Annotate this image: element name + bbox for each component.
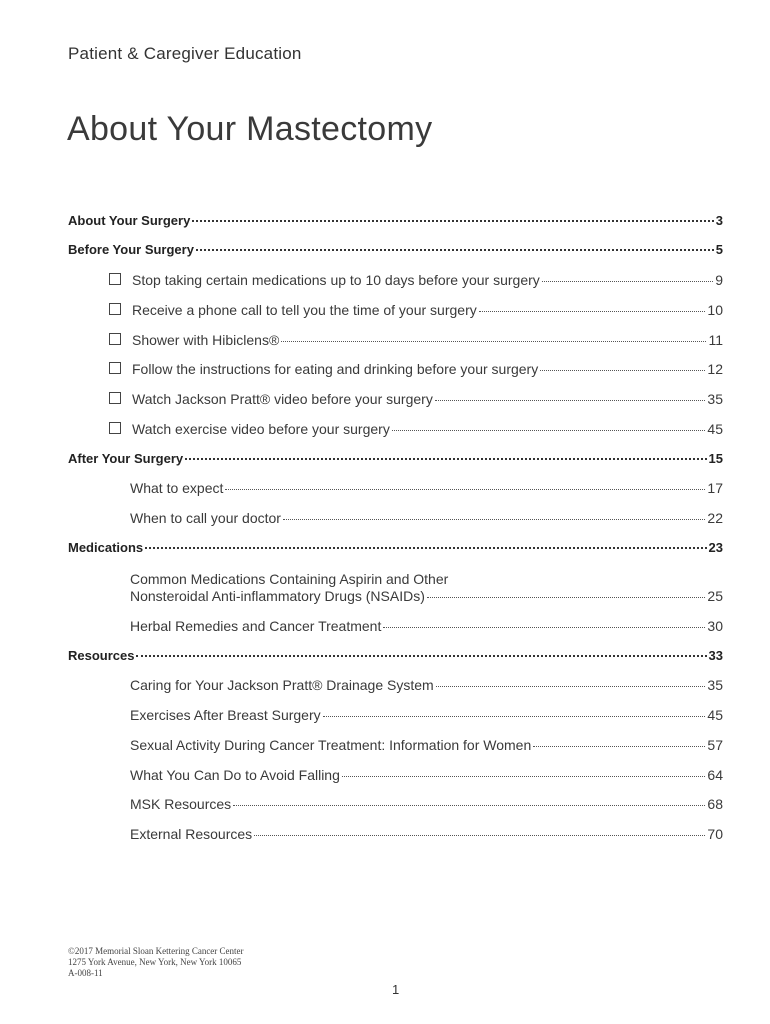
checkbox-icon[interactable] [109,422,121,434]
toc-page: 3 [715,213,723,228]
toc-page: 68 [707,796,723,812]
toc-label: Watch exercise video before your surgery [132,421,390,437]
checkbox-icon[interactable] [109,303,121,315]
leader-dots [233,805,705,806]
toc-entry-jackson-pratt-video[interactable] [130,391,723,407]
toc-label: Herbal Remedies and Cancer Treatment [130,618,382,634]
toc-entry-call-your-doctor[interactable] [130,510,723,526]
toc-label: What to expect [130,480,224,496]
toc-page: 64 [707,767,723,783]
checkbox-icon[interactable] [109,273,121,285]
toc-label: Receive a phone call to tell you the time of your surgery [132,302,477,318]
toc-label: Follow the instructions for eating and drinking before your surgery [132,361,539,377]
toc-label: Resources [68,648,135,663]
toc-entry-sexual-activity[interactable] [130,737,723,753]
page-title: About Your Mastectomy [67,110,433,148]
toc-page: 70 [707,826,723,842]
toc-entry-eating-drinking[interactable] [130,361,723,377]
copyright-text: ©2017 Memorial Sloan Kettering Cancer Center [68,946,244,956]
toc-page: 5 [715,242,723,257]
toc-page: 17 [707,480,723,496]
toc-page: 11 [708,332,723,348]
toc-entry-herbal-remedies[interactable] [130,618,723,634]
toc-label: What You Can Do to Avoid Falling [130,767,340,783]
leader-dots [540,370,705,371]
leader-dots [323,716,706,717]
toc-label: Sexual Activity During Cancer Treatment: Information for Women [130,737,532,753]
toc-entry-stop-medications[interactable] [130,272,723,288]
leader-dots [533,746,705,747]
toc-label: Medications [68,540,144,555]
toc-label: Nonsteroidal Anti-inflammatory Drugs (NSAIDs) [130,588,425,604]
page-number: 1 [392,982,400,997]
leader-dots [342,776,706,777]
leader-dots [136,655,706,657]
leader-dots [281,341,706,342]
toc-label: Stop taking certain medications up to 10 days before your surgery [132,272,540,288]
toc-entry-after-your-surgery[interactable] [68,451,723,466]
toc-entry-before-your-surgery[interactable] [68,242,723,257]
toc-page: 15 [708,451,723,466]
leader-dots [254,835,705,836]
toc-label: External Resources [130,826,253,842]
toc-entry-avoid-falling[interactable] [130,767,723,783]
toc-label: Exercises After Breast Surgery [130,707,321,723]
toc-page: 9 [715,272,723,288]
toc-entry-msk-resources[interactable] [130,796,723,812]
toc-label: About Your Surgery [68,213,191,228]
toc-label: Caring for Your Jackson Pratt® Drainage System [130,677,434,693]
toc-entry-exercises[interactable] [130,707,723,723]
toc-page: 45 [707,707,723,723]
toc-entry-about-your-surgery[interactable] [68,213,723,228]
toc-label: Before Your Surgery [68,242,194,257]
toc-label: MSK Resources [130,796,232,812]
toc-label-line1: Common Medications Containing Aspirin and Other [130,571,449,587]
leader-dots [383,627,705,628]
toc-page: 35 [707,391,723,407]
leader-dots [427,597,706,598]
toc-page: 10 [707,302,723,318]
page-kicker: Patient & Caregiver Education [68,44,302,63]
toc-entry-nsaids[interactable] [130,570,723,604]
checkbox-icon[interactable] [109,392,121,404]
leader-dots [542,281,713,282]
toc-page: 45 [707,421,723,437]
toc-page: 12 [707,361,723,377]
leader-dots [145,547,706,549]
toc-entry-exercise-video[interactable] [130,421,723,437]
toc-entry-phone-call[interactable] [130,302,723,318]
address-text: 1275 York Avenue, New York, New York 10065 [68,957,242,967]
page-footer [68,946,244,979]
toc-label: After Your Surgery [68,451,184,466]
toc-entry-external-resources[interactable] [130,826,723,842]
toc-entry-medications[interactable] [68,540,723,555]
checkbox-icon[interactable] [109,333,121,345]
toc-page: 35 [707,677,723,693]
document-code: A-008-11 [68,968,103,978]
toc-label: When to call your doctor [130,510,281,526]
toc-page: 57 [707,737,723,753]
toc-label: Shower with Hibiclens® [132,332,280,348]
toc-entry-hibiclens[interactable] [130,332,723,348]
toc-page: 30 [707,618,723,634]
leader-dots [435,400,706,401]
toc-page: 25 [707,588,723,604]
leader-dots [192,220,713,222]
leader-dots [185,458,706,460]
toc-page: 33 [708,648,723,663]
toc-entry-drainage-system[interactable] [130,677,723,693]
toc-page: 22 [707,510,723,526]
leader-dots [479,311,706,312]
leader-dots [225,489,705,490]
toc-label: Watch Jackson Pratt® video before your surgery [132,391,433,407]
toc-entry-what-to-expect[interactable] [130,480,723,496]
checkbox-icon[interactable] [109,362,121,374]
leader-dots [283,519,705,520]
leader-dots [196,249,714,251]
toc-entry-resources[interactable] [68,648,723,663]
leader-dots [436,686,706,687]
toc-page: 23 [708,540,723,555]
leader-dots [392,430,706,431]
